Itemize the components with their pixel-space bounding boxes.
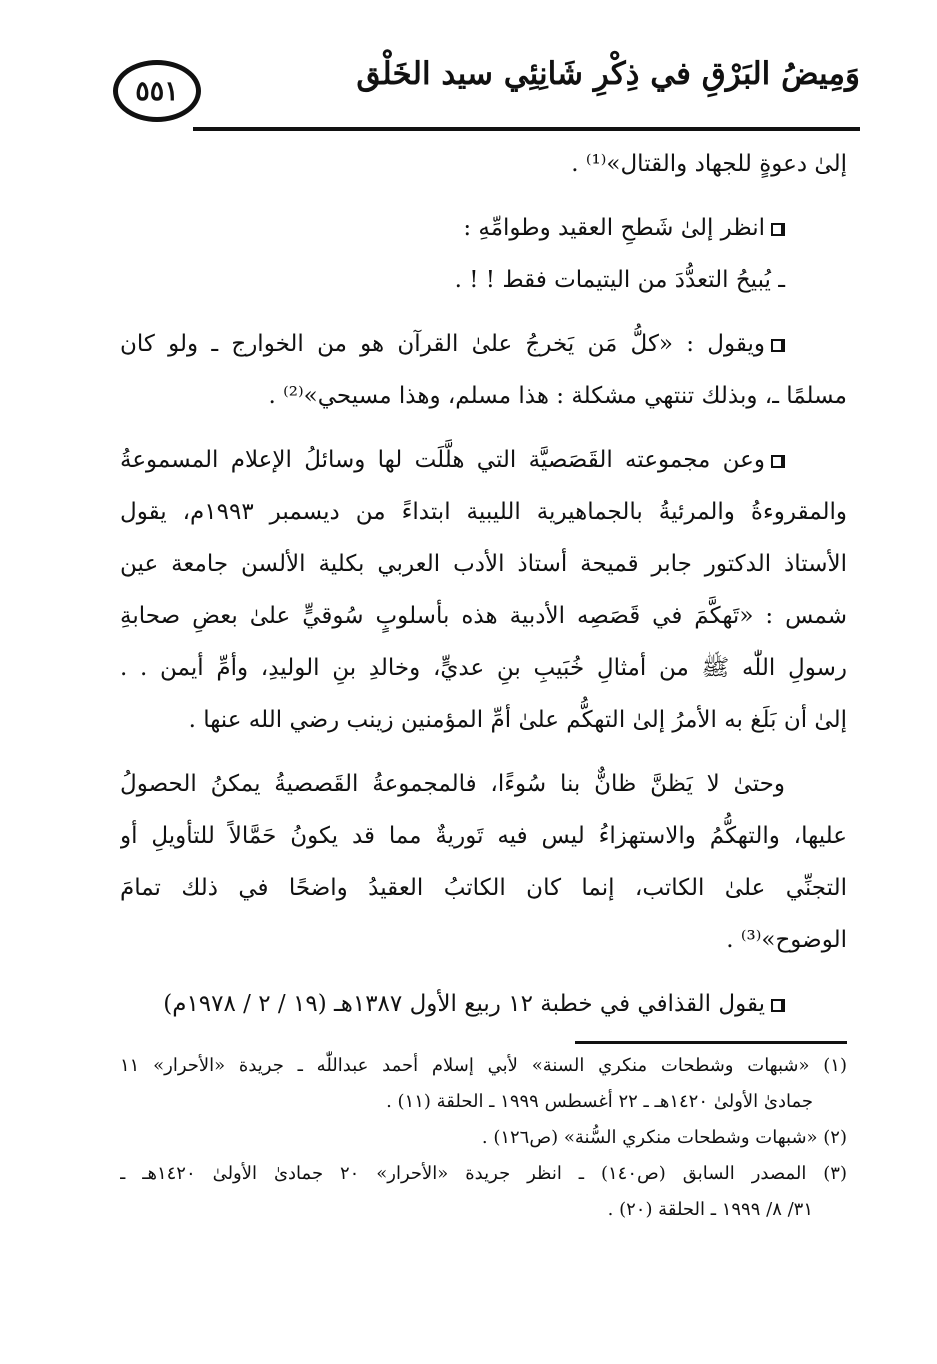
text-line: عليها، والتهكُّمُ والاستهزاءُ ليس فيه تَوريةٌ مما قد يكونُ حَمَّالاً للتأويلِ أو <box>120 823 847 849</box>
square-bullet-icon <box>771 223 785 236</box>
text-line: إلىٰ دعوةٍ للجهاد والقتال»⁽¹⁾ . <box>571 151 847 177</box>
book-title: وَمِيضُ البَرْقِ في ذِكْرِ شَانِئِي سيد الخَلْق <box>356 56 860 92</box>
text-line: ـ يُبيحُ التعدُّدَ من اليتيمات فقط ! ! . <box>454 267 785 293</box>
header-rule <box>193 127 860 131</box>
text-line: ويقول : «كلُّ مَن يَخرجُ علىٰ القرآن هو من الخوارج ـ ولو كان <box>120 318 847 370</box>
text-line: الوضوح»⁽³⁾ . <box>726 927 847 953</box>
text-line: الأستاذ الدكتور جابر قميحة أستاذ الأدب العربي بكلية الألسن جامعة عين <box>120 551 847 577</box>
page-number-oval <box>113 60 201 122</box>
footnote-1: (١) «شبهات وشطحات منكري السنة» لأبي إسلام أحمد عبداللّٰه ـ جريدة «الأحرار» ١١ <box>120 1055 847 1076</box>
text-line: شمس : «تَهكَّمَ في قَصَصِه الأدبية هذه بأسلوبٍ سُوقيٍّ علىٰ بعضِ صحابةِ <box>120 603 847 629</box>
footnotes <box>120 1048 847 1228</box>
square-bullet-icon <box>771 339 785 352</box>
text-line: إلىٰ أن بَلَغ به الأمرُ إلىٰ التهكُّم علىٰ أمِّ المؤمنين زينب رضي الله عنها . <box>188 707 847 733</box>
text-line: والمقروءةُ والمرئيةُ بالجماهيرية الليبية ابتداءً من ديسمبر ١٩٩٣م، يقول <box>120 499 847 525</box>
footnote-1-continued: جمادىٰ الأولىٰ ١٤٢٠هـ ـ ٢٢ أغسطس ١٩٩٩ ـ الحلقة (١١) . <box>386 1091 813 1112</box>
text-line: التجنِّي علىٰ الكاتب، إنما كان الكاتبُ العقيدُ واضحًا في ذلك تمامَ <box>120 875 847 901</box>
footnote-rule <box>575 1041 847 1044</box>
square-bullet-icon <box>771 455 785 468</box>
text-line: يقول القذافي في خطبة ١٢ ربيع الأول ١٣٨٧هـ (١٩ / ٢ / ١٩٧٨م) <box>120 978 847 1030</box>
footnote-2: (٢) «شبهات وشطحات منكري السُّنة» (ص١٢٦) . <box>481 1127 847 1148</box>
footnote-3-continued: ٣١/ ٨/ ١٩٩٩ ـ الحلقة (٢٠) . <box>607 1199 813 1220</box>
text-line: رسولِ اللّٰه ﷺ من أمثالِ خُبَيبِ بنِ عديٍّ، وخالدِ بنِ الوليدِ، وأمِّ أيمن . . <box>120 655 847 681</box>
page-number: ٥٥١ <box>135 75 179 107</box>
text-line: انظر إلىٰ شَطحِ العقيد وطوامِّهِ : <box>120 202 847 254</box>
body-text <box>120 138 847 1030</box>
text-line: وعن مجموعته القَصَصيَّة التي هلَّلَت لها وسائلُ الإعلام المسموعةُ <box>120 434 847 486</box>
page-header <box>105 50 860 135</box>
text-line: وحتىٰ لا يَظنَّ ظانٌّ بنا سُوءًا، فالمجموعةُ القَصصيةُ يمكنُ الحصولُ <box>120 771 785 797</box>
footnote-3: (٣) المصدر السابق (ص١٤٠) ـ انظر جريدة «الأحرار» ٢٠ جمادىٰ الأولىٰ ١٤٢٠هـ ـ <box>120 1163 847 1184</box>
text-line: مسلمًا ـ، وبذلك تنتهي مشكلة : هذا مسلم، وهذا مسيحي»⁽²⁾ . <box>268 383 847 409</box>
square-bullet-icon <box>771 999 785 1012</box>
